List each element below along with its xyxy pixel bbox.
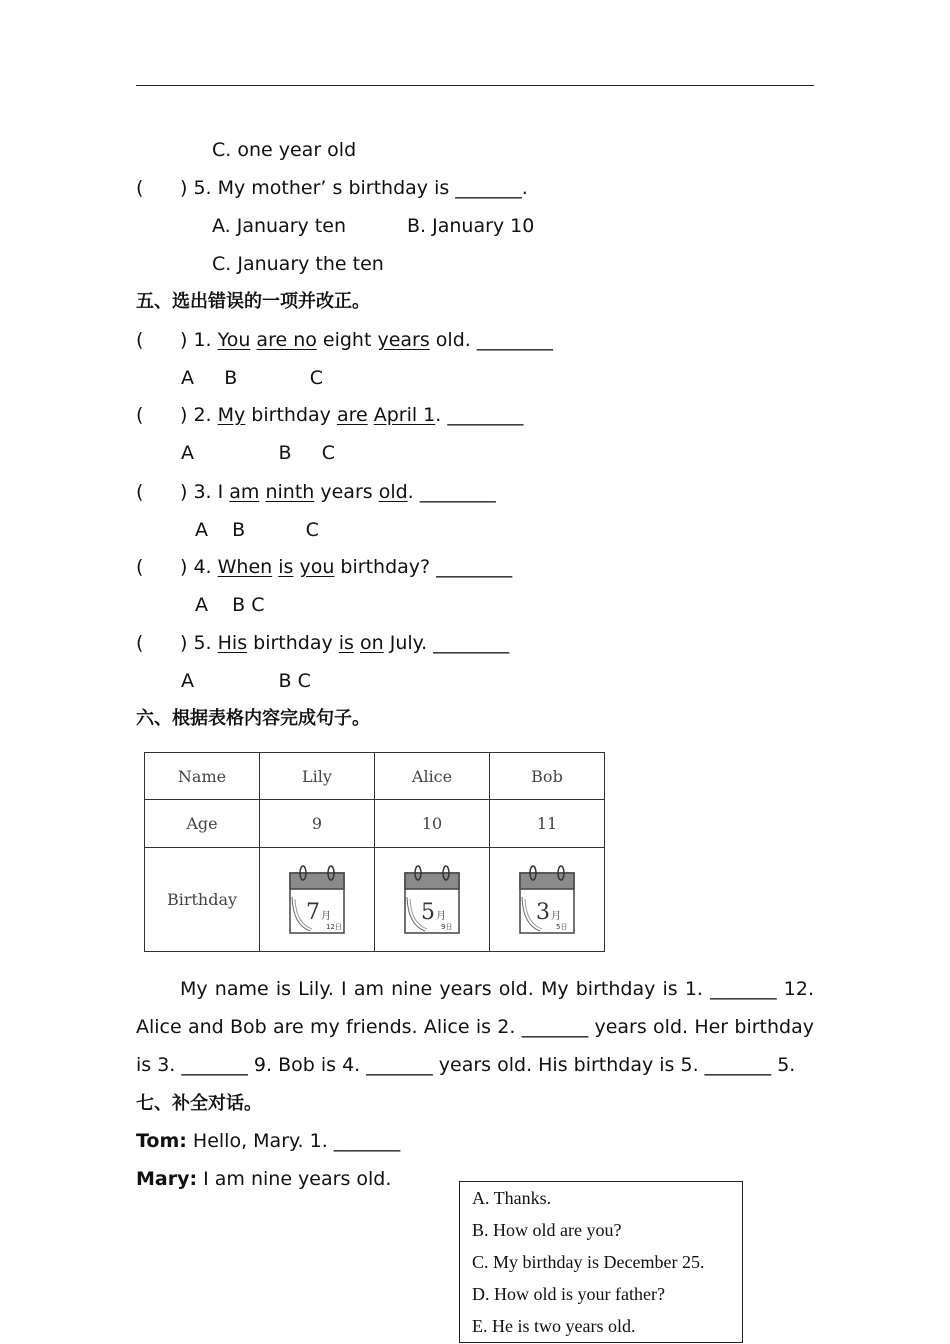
option-c-q4: C. one year old <box>212 139 357 161</box>
section-5-heading: 五、选出错误的一项并改正。 <box>136 291 370 312</box>
table-cell: 9 <box>260 800 375 848</box>
calendar-cell <box>260 848 375 952</box>
speaker: Mary: <box>136 1168 198 1190</box>
question-number: ) 3. I <box>180 481 230 503</box>
option-b: B. January 10 <box>407 215 535 237</box>
plain-text: July. ________ <box>383 632 510 654</box>
underlined-part-b: are <box>336 404 368 426</box>
underlined-part-a: His <box>217 632 248 654</box>
plain-text: birthday <box>245 404 337 426</box>
answer-paren[interactable]: ( <box>136 632 144 654</box>
question-text <box>180 328 553 352</box>
calendar-cell <box>375 848 490 952</box>
plain-text: birthday <box>247 632 339 654</box>
underlined-part-a: When <box>217 556 273 578</box>
choice-labels: A B C <box>181 442 336 464</box>
underlined-part-c: you <box>299 556 335 578</box>
svg-text:5: 5 <box>421 899 435 925</box>
svg-text:5日: 5日 <box>556 922 568 931</box>
underlined-part-b: ninth <box>265 481 315 503</box>
question-number: ) 5. <box>180 632 218 654</box>
dialog-text: I am nine years old. <box>197 1168 392 1190</box>
underlined-part-a: You <box>217 329 251 351</box>
options-box <box>459 1181 743 1343</box>
option-item: D. How old is your father? <box>472 1284 665 1304</box>
underlined-part-c: old <box>378 481 408 503</box>
option-a: A. January ten <box>212 215 346 237</box>
option-item: E. He is two years old. <box>472 1316 636 1336</box>
answer-paren[interactable]: ( <box>136 481 144 503</box>
calendar-cell <box>490 848 605 952</box>
table-cell: 10 <box>375 800 490 848</box>
underlined-part-a: My <box>217 404 246 426</box>
choice-labels: A B C <box>195 519 319 541</box>
table-cell: Age <box>145 800 260 848</box>
question-number: ) 4. <box>180 556 218 578</box>
calendar-icon <box>288 865 346 935</box>
speaker: Tom: <box>136 1130 187 1152</box>
section-7-heading: 七、补全对话。 <box>136 1093 262 1114</box>
underlined-part-c: years <box>377 329 430 351</box>
dialog-line <box>136 1129 400 1153</box>
question-text <box>180 631 509 655</box>
table-cell: Lily <box>260 753 375 800</box>
question-number: ) 2. <box>180 404 218 426</box>
question-text <box>180 555 512 579</box>
svg-text:9日: 9日 <box>441 922 453 931</box>
info-table <box>144 752 605 952</box>
dialog-line <box>136 1167 391 1191</box>
underlined-part-b: is <box>338 632 354 654</box>
table-birthday-row <box>145 848 605 952</box>
answer-paren[interactable]: ( <box>136 329 144 351</box>
table-header-row <box>145 753 605 800</box>
plain-text: . ________ <box>407 481 496 503</box>
svg-text:7: 7 <box>306 899 320 925</box>
choice-labels: A B C <box>195 594 265 616</box>
table-cell: 11 <box>490 800 605 848</box>
plain-text: eight <box>316 329 378 351</box>
calendar-icon <box>518 865 576 935</box>
underlined-part-c: April 1 <box>373 404 436 426</box>
table-cell: Name <box>145 753 260 800</box>
svg-text:月: 月 <box>551 910 561 922</box>
table-cell: Bob <box>490 753 605 800</box>
answer-paren[interactable]: ( <box>136 556 144 578</box>
header-rule <box>136 85 814 86</box>
plain-text: years <box>314 481 379 503</box>
choice-labels: A B C <box>181 670 311 692</box>
plain-text: . ________ <box>435 404 524 426</box>
section-6-heading: 六、根据表格内容完成句子。 <box>136 708 370 729</box>
table-age-row <box>145 800 605 848</box>
underlined-part-a: am <box>229 481 260 503</box>
fill-in-paragraph: My name is Lily. I am nine years old. My birthday is 1. _______ 12. Alice and Bob are my friends. Alice is 2. _______ years old. Her birthday is 3. _______ 9. Bob is 4. _______ years old. His birthday is 5. _______ 5. <box>136 978 814 1076</box>
question-text: ) 5. My mother’ s birthday is _______. <box>180 177 528 199</box>
table-cell: Birthday <box>145 848 260 952</box>
plain-text: birthday? ________ <box>334 556 513 578</box>
plain-text: old. ________ <box>429 329 553 351</box>
svg-text:3: 3 <box>536 899 550 925</box>
answer-paren[interactable]: ( <box>136 404 144 426</box>
underlined-part-b: is <box>278 556 294 578</box>
option-item: C. My birthday is December 25. <box>472 1252 705 1272</box>
option-c: C. January the ten <box>212 253 384 275</box>
underlined-part-c: on <box>360 632 384 654</box>
question-text <box>180 403 523 427</box>
option-item: B. How old are you? <box>472 1220 622 1240</box>
answer-paren[interactable]: ( <box>136 177 144 199</box>
question-text <box>180 480 496 504</box>
svg-text:月: 月 <box>436 910 446 922</box>
svg-text:12日: 12日 <box>326 922 342 931</box>
dialog-text: Hello, Mary. 1. _______ <box>186 1130 401 1152</box>
question-number: ) 1. <box>180 329 218 351</box>
svg-text:月: 月 <box>321 910 331 922</box>
underlined-part-b: are no <box>256 329 317 351</box>
table-cell: Alice <box>375 753 490 800</box>
choice-labels: A B C <box>181 367 323 389</box>
calendar-icon <box>403 865 461 935</box>
option-item: A. Thanks. <box>472 1188 552 1208</box>
